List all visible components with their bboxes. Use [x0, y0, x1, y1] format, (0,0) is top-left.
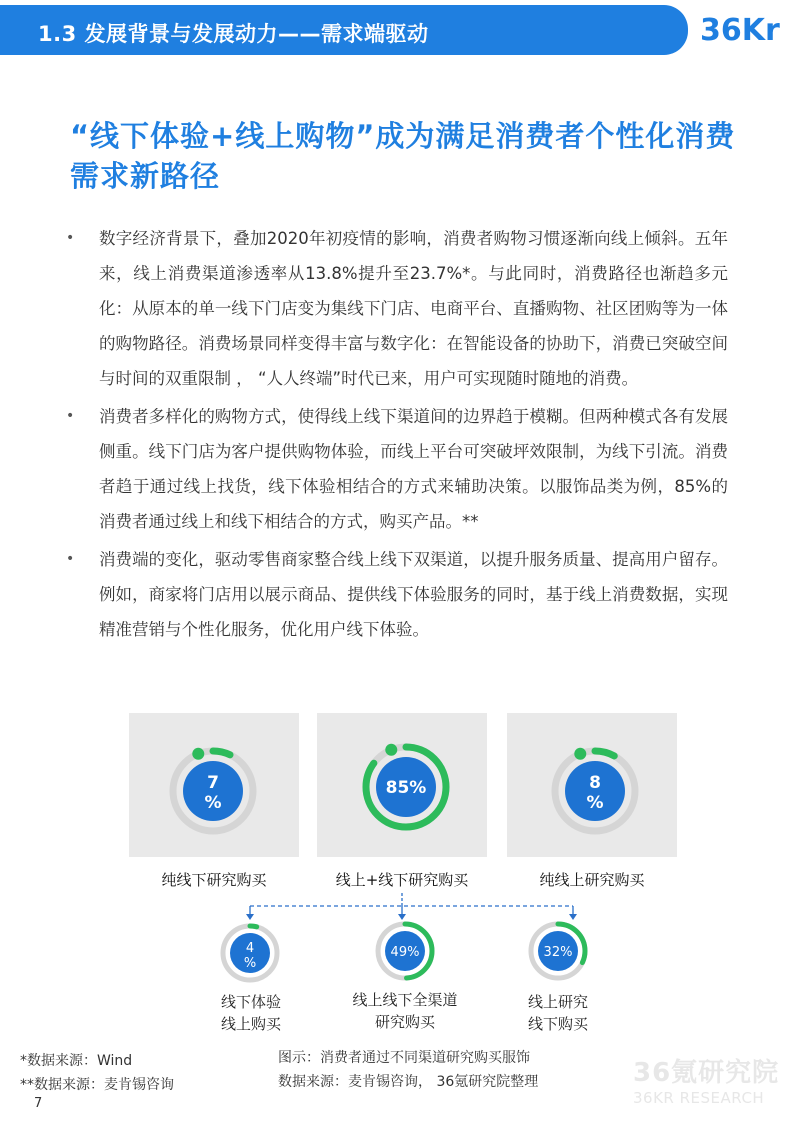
- donut-chart: [129, 713, 299, 857]
- sub-donut: [526, 919, 590, 983]
- donut-chart: [507, 713, 677, 857]
- sub-label: [166, 991, 336, 1035]
- donut-value: 7 %: [204, 773, 222, 813]
- figure-source: 数据来源：麦肯锡咨询， 36氪研究院整理: [278, 1074, 539, 1090]
- 36kr-logo: [700, 2, 794, 58]
- sub-label-line: 研究购买: [374, 1013, 435, 1031]
- arrow-down-icon: [246, 914, 254, 920]
- panel-label: 线上+线下研究购买: [335, 871, 469, 889]
- panel-omni: [317, 713, 487, 857]
- sub-label: [320, 989, 490, 1033]
- donut-knob: [192, 748, 204, 760]
- donut-chart: [317, 713, 487, 857]
- bullet-dot-icon: •: [66, 408, 75, 424]
- source-note: *数据来源：Wind: [20, 1053, 133, 1069]
- watermark-text: 36氪研究院: [633, 1058, 780, 1088]
- header-bar: [0, 5, 688, 55]
- page-title: “线下体验+线上购物”成为满足消费者个性化消费需求新路径: [70, 119, 736, 193]
- panel-offline: [129, 713, 299, 857]
- donut-knob: [385, 744, 397, 756]
- sub-donut: [218, 921, 282, 985]
- sub-label-line: 线上购买: [220, 1015, 281, 1033]
- watermark-text: 36KR RESEARCH: [633, 1089, 765, 1107]
- section-title: 1.3 发展背景与发展动力——需求端驱动: [38, 22, 429, 46]
- sub-label-line: 线下购买: [527, 1015, 588, 1033]
- source-note: **数据来源：麦肯锡咨询: [20, 1077, 174, 1093]
- logo-text: 36Kr: [700, 13, 780, 48]
- bullet-dot-icon: •: [66, 230, 75, 246]
- panel-label: 纯线上研究购买: [539, 871, 645, 889]
- sub-label: [473, 991, 643, 1035]
- bullet-item: [66, 542, 728, 647]
- bullet-text: 消费端的变化，驱动零售商家整合线上线下双渠道，以提升服务质量、提高用户留存。例如，商家将门店用以展示商品、提供线下体验服务的同时，基于线上消费数据，实现精准营销与个性化服务，优化用户线下体验。: [99, 550, 728, 639]
- sub-label-line: 线上研究: [527, 993, 588, 1011]
- footer-sources: [20, 1049, 174, 1097]
- figure-caption: 图示：消费者通过不同渠道研究购买服饰: [278, 1050, 530, 1066]
- panel-online: [507, 713, 677, 857]
- bullet-dot-icon: •: [66, 551, 75, 567]
- page-number: 7: [34, 1096, 43, 1111]
- donut-value: 4 %: [243, 941, 257, 971]
- bullet-item: [66, 221, 728, 396]
- donut-value: 49%: [390, 945, 420, 960]
- panel-label: 纯线下研究购买: [161, 871, 267, 889]
- bullet-list: [66, 221, 728, 650]
- bullet-text: 数字经济背景下，叠加2020年初疫情的影响，消费者购物习惯逐渐向线上倾斜。五年来，线上消费渠道渗透率从13.8%提升至23.7%*。与此同时，消费路径也渐趋多元化：从原本的单一线下门店变为集线下门店、电商平台、直播购物、社区团购等为一体的购物路径。消费场景同样变得丰富与数字化：在智能设备的协助下，消费已突破空间与时间的双重限制 ， “人人终端”时代已来，用户可实现随时随地的消费。: [99, 229, 728, 388]
- figure-notes: [278, 1046, 538, 1094]
- sub-label-line: 线下体验: [220, 993, 281, 1011]
- sub-donut: [373, 919, 437, 983]
- bullet-text: 消费者多样化的购物方式，使得线上线下渠道间的边界趋于模糊。但两种模式各有发展侧重。线下门店为客户提供购物体验，而线上平台可突破坪效限制，为线下引流。消费者趋于通过线上找货，线下体验相结合的方式来辅助决策。以服饰品类为例，85%的消费者通过线上和线下相结合的方式，购买产品。**: [99, 407, 728, 531]
- donut-value: 8 %: [586, 773, 604, 813]
- bullet-item: [66, 399, 728, 539]
- sub-label-line: 线上线下全渠道: [352, 991, 458, 1009]
- donut-value: 32%: [543, 945, 573, 960]
- donut-value: 85%: [385, 778, 427, 798]
- donut-knob: [574, 748, 586, 760]
